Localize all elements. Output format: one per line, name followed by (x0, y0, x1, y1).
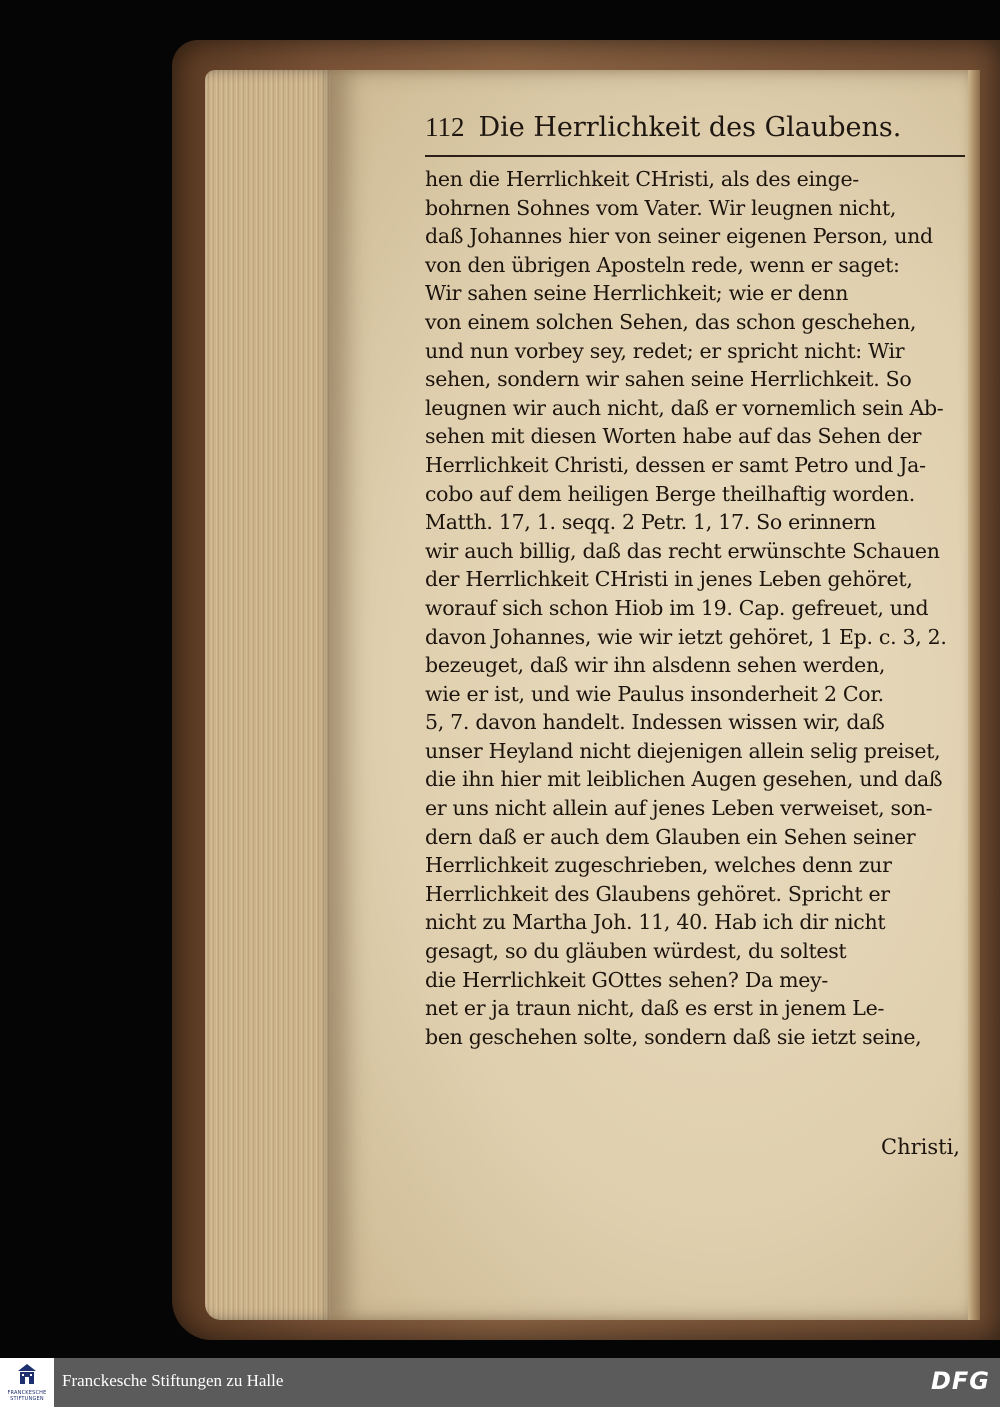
text-line: worauf sich schon Hiob im 19. Cap. gefreuet, und (425, 595, 929, 620)
text-line: von den übrigen Aposteln rede, wenn er saget: (425, 252, 900, 277)
building-icon (18, 1364, 36, 1386)
text-line: unser Heyland nicht diejenigen allein selig preiset, (425, 738, 941, 763)
text-line: wir auch billig, daß das recht erwünschte Schauen (425, 538, 940, 563)
header-rule (425, 155, 965, 157)
logo-caption: FRANCKESCHE STIFTUNGEN (7, 1390, 47, 1402)
page-number: 112 (425, 112, 465, 142)
text-line: leugnen wir auch nicht, daß er vornemlich sein Ab- (425, 395, 944, 420)
text-line: und nun vorbey sey, redet; er spricht nicht: Wir (425, 338, 905, 363)
dfg-logo[interactable]: DFG (930, 1367, 990, 1395)
text-line: gesagt, so du gläuben würdest, du soltest (425, 939, 847, 964)
text-line: Herrlichkeit zugeschrieben, welches denn zur (425, 853, 892, 878)
text-line: net er ja traun nicht, daß es erst in jenem Le- (425, 996, 885, 1021)
franckesche-logo[interactable] (0, 1358, 54, 1407)
text-line: er uns nicht allein auf jenes Leben verweiset, son- (425, 796, 933, 821)
institution-name: Franckesche Stiftungen zu Halle (62, 1371, 284, 1390)
page-fore-edge (205, 70, 335, 1320)
text-line: sehen, sondern wir sahen seine Herrlichkeit. So (425, 367, 912, 392)
text-line: bezeuget, daß wir ihn alsdenn sehen werden, (425, 653, 886, 678)
text-line: Herrlichkeit des Glaubens gehöret. Spricht er (425, 881, 890, 906)
text-line: ben geschehen solte, sondern daß sie ietzt seine, (425, 1024, 922, 1049)
text-line: daß Johannes hier von seiner eigenen Person, und (425, 224, 933, 249)
text-line: der Herrlichkeit CHristi in jenes Leben gehöret, (425, 567, 913, 592)
text-line: cobo auf dem heiligen Berge theilhaftig worden. (425, 481, 915, 506)
text-line: Wir sahen seine Herrlichkeit; wie er denn (425, 281, 849, 306)
text-line: von einem solchen Sehen, das schon geschehen, (425, 309, 917, 334)
text-line: nicht zu Martha Joh. 11, 40. Hab ich dir nicht (425, 910, 886, 935)
text-line: die ihn hier mit leiblichen Augen gesehen, und daß (425, 767, 943, 792)
page-body-text (425, 165, 970, 1051)
text-line: hen die Herrlichkeit CHristi, als des einge- (425, 167, 859, 191)
text-line: Herrlichkeit Christi, dessen er samt Petro und Ja- (425, 452, 926, 477)
running-header (425, 112, 965, 152)
text-line: wie er ist, und wie Paulus insonderheit 2 Cor. (425, 681, 884, 706)
text-line: dern daß er auch dem Glauben ein Sehen seiner (425, 824, 916, 849)
viewer-footer-bar (0, 1358, 1000, 1407)
running-head-title: Die Herrlichkeit des Glaubens. (478, 112, 902, 143)
text-line: sehen mit diesen Worten habe auf das Sehen der (425, 424, 922, 449)
text-line: die Herrlichkeit GOttes sehen? Da mey- (425, 967, 828, 992)
text-line: davon Johannes, wie wir ietzt gehöret, 1 Ep. c. 3, 2. (425, 624, 947, 649)
text-line: 5, 7. davon handelt. Indessen wissen wir, daß (425, 710, 885, 735)
text-line: bohrnen Sohnes vom Vater. Wir leugnen nicht, (425, 195, 897, 220)
text-line: Matth. 17, 1. seqq. 2 Petr. 1, 17. So erinnern (425, 510, 876, 535)
catchword: Christi, (881, 1135, 960, 1159)
